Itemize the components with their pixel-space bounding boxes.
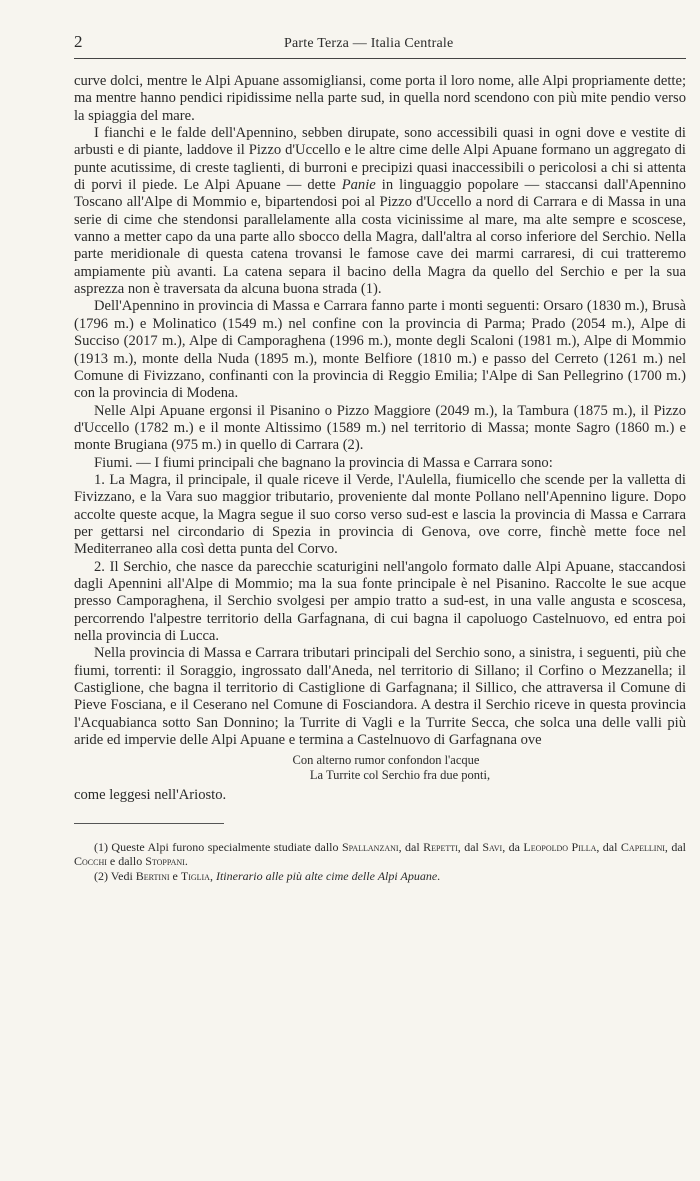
footnote-text: (1) Queste Alpi furono specialmente studiate dallo <box>94 839 339 854</box>
author-name: Spallanzani <box>341 839 399 854</box>
author-name: Repetti <box>423 839 458 854</box>
footnote-text: , da <box>502 839 520 854</box>
verse-line: La Turrite col Serchio fra due ponti, <box>309 768 491 783</box>
footnote-text: , dal <box>596 839 618 854</box>
page-header <box>74 32 686 59</box>
work-title: Itinerario alle più alte cime delle Alpi Apuane <box>215 868 438 883</box>
paragraph: curve dolci, mentre le Alpi Apuane assomigliansi, come porta il loro nome, alle Alpi propriamente dette; ma mentre hanno pendici ripidissime nella parte sud, in quella nord scendono con più mite pendio verso la spiaggia del mare. <box>74 73 686 124</box>
footnote-1 <box>74 840 686 869</box>
author-name: Leopoldo Pilla <box>523 839 597 854</box>
page <box>74 32 686 883</box>
footnote-divider <box>74 823 224 824</box>
footnote-text: e dallo <box>109 854 143 869</box>
paragraph: 1. La Magra, il principale, il quale riceve il Verde, l'Aulella, fiumicello che scende per la valletta di Fivizzano, e la Vara suo maggior tributario, proveniente dal monte Pollano nell'Apennino ligure. Dopo accolte queste acque, la Magra segue il suo corso verso sud-est e lascia la provincia di Massa e Carrara per gettarsi nel circondario di Spezia in provincia di Genova, ove corre, finchè mette foce nel Mediterraneo alla così detta punta del Corvo. <box>74 471 686 558</box>
footnote-text: e <box>172 868 178 883</box>
running-title: Parte Terza — Italia Centrale <box>284 36 454 51</box>
footnote-text: , <box>209 868 213 883</box>
panie-term: Panie <box>341 177 376 194</box>
footnote-text: , dal <box>457 839 479 854</box>
footnote-text: (2) Vedi <box>94 868 133 883</box>
verse-quote <box>74 753 686 783</box>
paragraph: Nella provincia di Massa e Carrara tributari principali del Serchio sono, a sinistra, i seguenti, più che fiumi, torrenti: il Soraggio, ingrossato dall'Aneda, nel territorio di Sillano; il Corfino o Mezzanella; il Castiglione, che bagna il territorio di Castiglione di Garfagnana; il Sillico, che attraversa il Comune di Pieve Fosciana, e il Ceserano nel Comune di Fosciandora. A destra il Serchio riceve in questa provincia l'Acquabianca sotto San Donnino; la Turrite di Vagli e la Turrite Secca, che solca una delle valli più aride ed impervie delle Alpi Apuane e termina a Castelnuovo di Garfagnana ove <box>74 645 686 749</box>
paragraph: Nelle Alpi Apuane ergonsi il Pisanino o Pizzo Maggiore (2049 m.), la Tambura (1875 m.), il Pizzo d'Uccello (1782 m.) e il monte Altissimo (1589 m.) nel territorio di Massa; monte Sagro (1860 m.) e monte Brugiana (975 m.) in quello di Carrara (2). <box>74 402 686 454</box>
paragraph <box>74 125 686 298</box>
apuane-text-b: in linguaggio popolare — staccansi dall'Apennino Toscano all'Alpe di Mommio e, bipartendosi poi al Pizzo d'Uccello a nord di Carrara e di Massa in una serie di cime che stendonsi parallelamente alla costa vicinissime al mare, ma alte sempre e scoscese, vanno a metter capo da una parte allo sbocco della Magra, dall'altra al corso inferiore del Serchio. Nella parte meridionale di questa catena trovansi le famose cave dei marmi carraresi, di cui tratteremo ampiamente più avanti. La catena separa il bacino della Magra da quello del Serchio e per la sua asprezza non è traversata da alcuna buona strada (1). <box>74 177 686 298</box>
paragraph: 2. Il Serchio, che nasce da parecchie scaturigini nell'angolo formato dalle Alpi Apuane, staccandosi dagli Apennini all'Alpe di Mommio; ma la sua fonte principale è nel Pisanino. Raccolte le sue acque presso Camporaghena, il Serchio svolgesi per ampio tratto a sud-est, in una valle angusta e scoscesa, percorrendo l'alpestre territorio della Garfagnana, di cui bagna il capoluogo Castelnuovo, ed entra poi nella provincia di Lucca. <box>74 558 686 644</box>
verse-line: Con alterno rumor confondon l'acque <box>292 753 480 768</box>
author-name: Savi <box>482 839 503 854</box>
author-name: Cocchi <box>74 854 107 869</box>
author-name: Tiglia <box>180 868 210 883</box>
footnote-text: . <box>437 868 441 883</box>
footnote-text: . <box>184 854 188 869</box>
page-number: 2 <box>74 32 83 51</box>
footnote-text: , dal <box>664 839 686 854</box>
author-name: Bertini <box>135 868 170 883</box>
author-name: Stoppani <box>145 854 185 869</box>
paragraph: Dell'Apennino in provincia di Massa e Carrara fanno parte i monti seguenti: Orsaro (1830 m.), Brusà (1796 m.) e Molinatico (1549 m.) nel confine con la provincia di Parma; Prado (2054 m.), Alpe di Succiso (2017 m.), Alpe di Camporaghena (1996 m.), monte degli Scaloni (1981 m.), Alpe di Mommio (1913 m.), monte della Nuda (1895 m.), monte Belfiore (1810 m.) e passo del Cerreto (1261 m.) nel Comune di Fivizzano, confinanti con la provincia di Reggio Emilia; l'Alpe di San Pellegrino (1700 m.) con la provincia di Modena. <box>74 298 686 402</box>
author-name: Capellini <box>620 839 665 854</box>
footnotes <box>74 840 686 884</box>
section-heading-fiumi: Fiumi. — I fiumi principali che bagnano la provincia di Massa e Carrara sono: <box>94 454 553 471</box>
paragraph-text: I fianchi e le falde dell'Apennino, sebben dirupate, sono accessibili quasi in ogni dove e vestite di arbusti e di piante, laddove il Pizzo d'Uccello e le altre cime delle Alpi Apuane formano un aggregato di punte acutissime, di creste taglienti, di burroni e precipizi quasi inaccessibili o pericolosi a chi si attenta di porvi il piede. <box>74 125 686 194</box>
footnote-2 <box>74 869 686 884</box>
apuane-text-a: Le Alpi Apuane — dette <box>183 177 336 194</box>
paragraph: come leggesi nell'Ariosto. <box>74 787 227 804</box>
body-text <box>74 73 686 805</box>
footnote-text: , dal <box>398 839 420 854</box>
